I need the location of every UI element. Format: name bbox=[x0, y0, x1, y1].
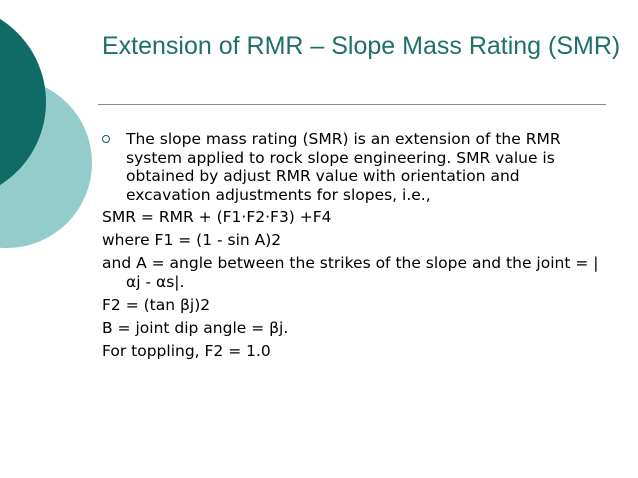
definition-line: and A = angle between the strikes of the slope and the joint = |αj - αs|. bbox=[102, 254, 599, 291]
definition-line: For toppling, F2 = 1.0 bbox=[102, 341, 271, 360]
bullet-item bbox=[102, 130, 602, 204]
slide-body bbox=[102, 130, 602, 365]
title-divider bbox=[98, 104, 606, 105]
hollow-circle-bullet-icon bbox=[102, 135, 110, 143]
definition-line: where F1 = (1 - sin A)2 bbox=[102, 231, 282, 249]
slide-title: Extension of RMR – Slope Mass Rating (SMR) bbox=[102, 32, 621, 60]
definition-line: B = joint dip angle = βj. bbox=[102, 318, 289, 337]
definition-line: F2 = (tan βj)2 bbox=[102, 295, 211, 314]
formula-line: SMR = RMR + (F1·F2·F3) +F4 bbox=[102, 208, 332, 226]
bullet-text: The slope mass rating (SMR) is an extension of the RMR system applied to rock slope engineering. SMR value is obtained by adjust RMR value with orientation and excavation adjustments for slopes, i.e., bbox=[126, 130, 561, 204]
